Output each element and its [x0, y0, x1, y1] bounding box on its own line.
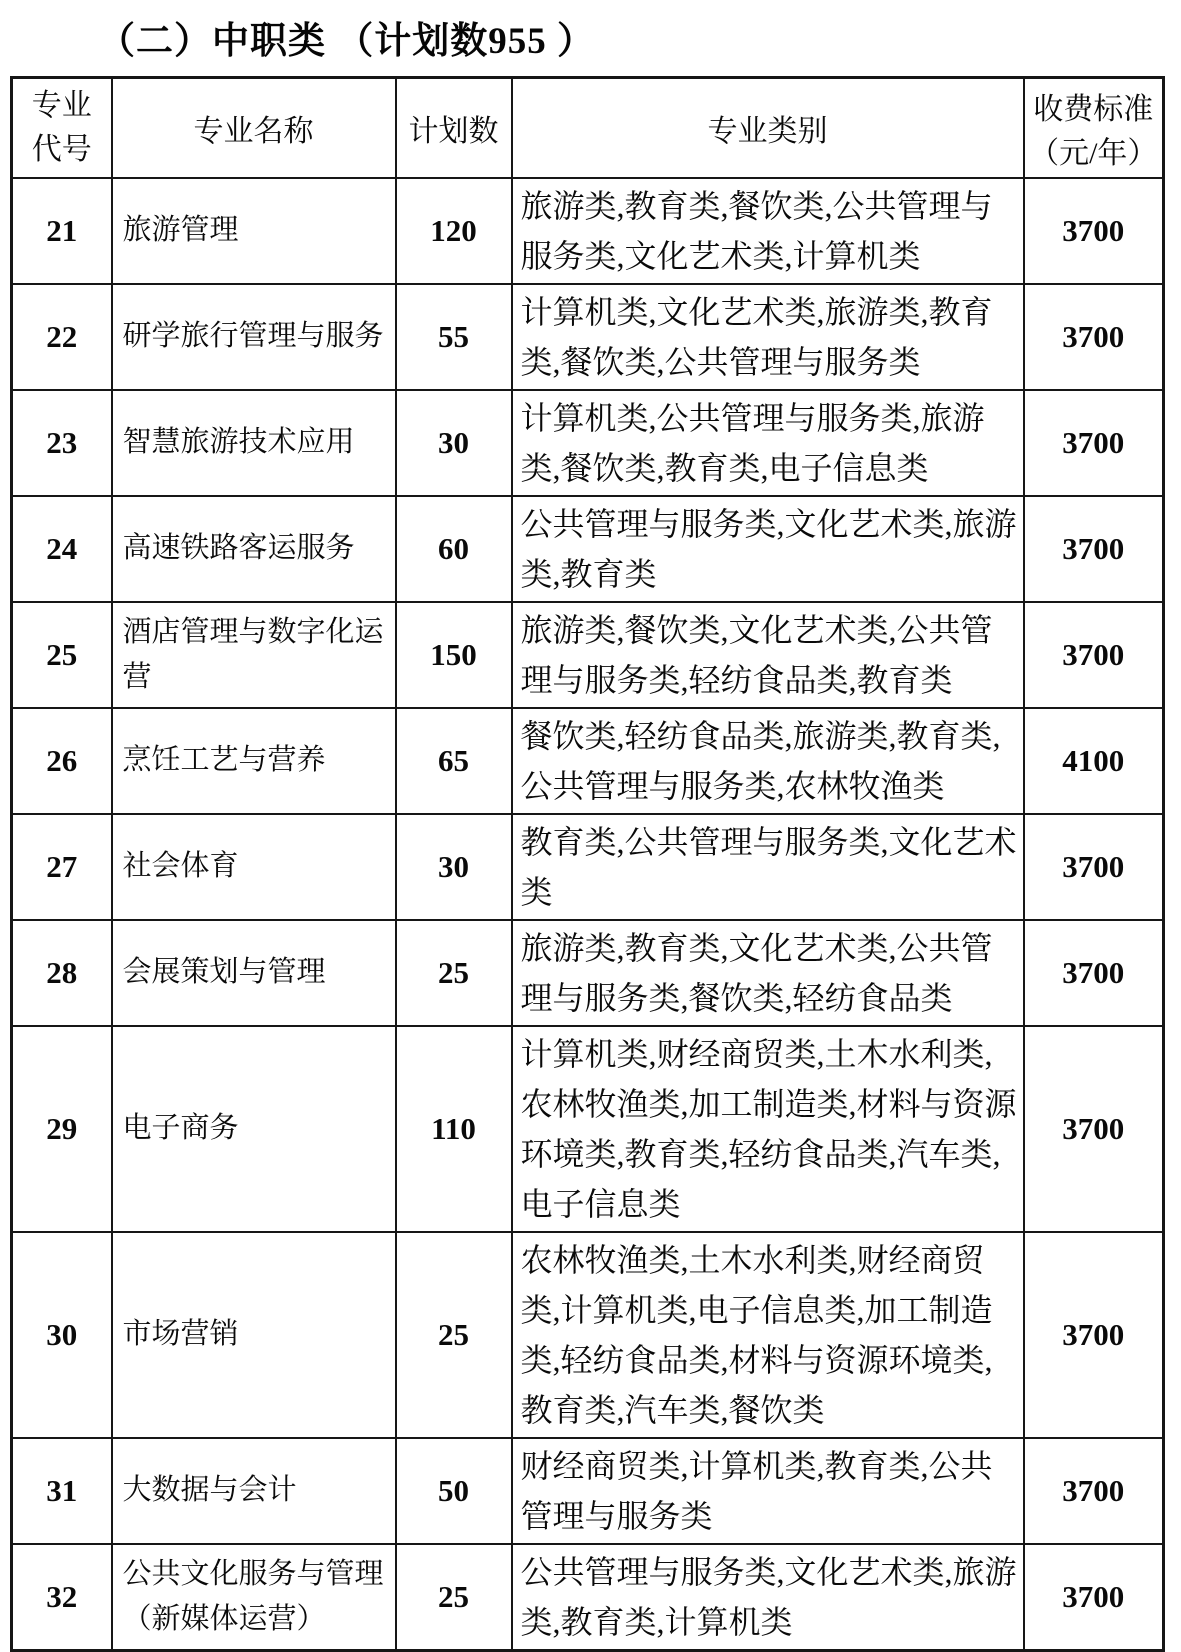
programs-table: [10, 76, 1165, 1652]
plan-count-cell: 120: [396, 178, 512, 284]
major-category-cell: 计算机类,财经商贸类,土木水利类,农林牧渔类,加工制造类,材料与资源环境类,教育类,轻纺食品类,汽车类,电子信息类: [512, 1026, 1024, 1232]
plan-count-cell: 65: [396, 708, 512, 814]
plan-count-cell: 60: [396, 496, 512, 602]
major-code-cell: 24: [12, 496, 112, 602]
table-row-28: [12, 920, 1164, 1026]
major-name-cell: 市场营销: [112, 1232, 396, 1438]
table-header: [12, 78, 1164, 178]
fee-standard-cell: 3700: [1024, 1232, 1164, 1438]
table-row-29: [12, 1026, 1164, 1232]
major-category-cell: 农林牧渔类,土木水利类,财经商贸类,计算机类,电子信息类,加工制造类,轻纺食品类,材料与资源环境类,教育类,汽车类,餐饮类: [512, 1232, 1024, 1438]
table-row-32: [12, 1544, 1164, 1651]
header-fee-line2: （元/年）: [1029, 136, 1158, 170]
major-category-cell: 财经商贸类,计算机类,教育类,公共管理与服务类: [512, 1438, 1024, 1544]
fee-standard-cell: 3700: [1024, 602, 1164, 708]
plan-count-cell: 50: [396, 1438, 512, 1544]
table-row-21: [12, 178, 1164, 284]
document-page: [0, 10, 1181, 1640]
major-code-cell: 23: [12, 390, 112, 496]
major-category-cell: 教育类,公共管理与服务类,文化艺术类: [512, 814, 1024, 920]
table-row-23: [12, 390, 1164, 496]
table-row-25: [12, 602, 1164, 708]
major-code-cell: 28: [12, 920, 112, 1026]
header-major-code-label: 专业代号: [31, 89, 92, 166]
major-category-cell: 旅游类,餐饮类,文化艺术类,公共管理与服务类,轻纺食品类,教育类: [512, 602, 1024, 708]
major-name-cell: 烹饪工艺与营养: [112, 708, 396, 814]
header-plan-count: 计划数: [396, 78, 512, 178]
major-code-cell: 29: [12, 1026, 112, 1232]
major-category-cell: 餐饮类,轻纺食品类,旅游类,教育类,公共管理与服务类,农林牧渔类: [512, 708, 1024, 814]
table-row-26: [12, 708, 1164, 814]
fee-standard-cell: 3700: [1024, 178, 1164, 284]
plan-count-cell: 25: [396, 1544, 512, 1651]
header-fee-standard: [1024, 78, 1164, 178]
table-body: [12, 178, 1164, 1651]
table-row-31: [12, 1438, 1164, 1544]
major-category-cell: 计算机类,文化艺术类,旅游类,教育类,餐饮类,公共管理与服务类: [512, 284, 1024, 390]
plan-count-cell: 30: [396, 814, 512, 920]
major-code-cell: 22: [12, 284, 112, 390]
major-name-cell: 高速铁路客运服务: [112, 496, 396, 602]
major-name-cell: 智慧旅游技术应用: [112, 390, 396, 496]
plan-count-cell: 150: [396, 602, 512, 708]
fee-standard-cell: 3700: [1024, 1026, 1164, 1232]
major-category-cell: 公共管理与服务类,文化艺术类,旅游类,教育类,计算机类: [512, 1544, 1024, 1651]
major-name-cell: 酒店管理与数字化运营: [112, 602, 396, 708]
header-row: [12, 78, 1164, 178]
header-fee-line1: 收费标准: [1033, 92, 1154, 126]
major-code-cell: 25: [12, 602, 112, 708]
major-name-cell: 公共文化服务与管理（新媒体运营）: [112, 1544, 396, 1651]
plan-count-cell: 110: [396, 1026, 512, 1232]
major-category-cell: 旅游类,教育类,文化艺术类,公共管理与服务类,餐饮类,轻纺食品类: [512, 920, 1024, 1026]
plan-count-cell: 55: [396, 284, 512, 390]
plan-count-cell: 25: [396, 920, 512, 1026]
major-code-cell: 30: [12, 1232, 112, 1438]
table-row-27: [12, 814, 1164, 920]
header-major-category: 专业类别: [512, 78, 1024, 178]
fee-standard-cell: 4100: [1024, 708, 1164, 814]
major-code-cell: 21: [12, 178, 112, 284]
major-name-cell: 会展策划与管理: [112, 920, 396, 1026]
major-code-cell: 32: [12, 1544, 112, 1651]
fee-standard-cell: 3700: [1024, 814, 1164, 920]
fee-standard-cell: 3700: [1024, 284, 1164, 390]
major-name-cell: 大数据与会计: [112, 1438, 396, 1544]
major-code-cell: 31: [12, 1438, 112, 1544]
fee-standard-cell: 3700: [1024, 920, 1164, 1026]
section-title: （二）中职类 （计划数955 ）: [98, 21, 595, 62]
header-major-name: 专业名称: [112, 78, 396, 178]
major-code-cell: 26: [12, 708, 112, 814]
major-code-cell: 27: [12, 814, 112, 920]
major-category-cell: 公共管理与服务类,文化艺术类,旅游类,教育类: [512, 496, 1024, 602]
plan-count-cell: 25: [396, 1232, 512, 1438]
table-row-22: [12, 284, 1164, 390]
header-major-code: [12, 78, 112, 178]
major-name-cell: 旅游管理: [112, 178, 396, 284]
major-name-cell: 研学旅行管理与服务: [112, 284, 396, 390]
table-row-24: [12, 496, 1164, 602]
fee-standard-cell: 3700: [1024, 496, 1164, 602]
major-category-cell: 旅游类,教育类,餐饮类,公共管理与服务类,文化艺术类,计算机类: [512, 178, 1024, 284]
major-name-cell: 社会体育: [112, 814, 396, 920]
table-row-30: [12, 1232, 1164, 1438]
fee-standard-cell: 3700: [1024, 1438, 1164, 1544]
fee-standard-cell: 3700: [1024, 1544, 1164, 1651]
major-category-cell: 计算机类,公共管理与服务类,旅游类,餐饮类,教育类,电子信息类: [512, 390, 1024, 496]
plan-count-cell: 30: [396, 390, 512, 496]
major-name-cell: 电子商务: [112, 1026, 396, 1232]
fee-standard-cell: 3700: [1024, 390, 1164, 496]
